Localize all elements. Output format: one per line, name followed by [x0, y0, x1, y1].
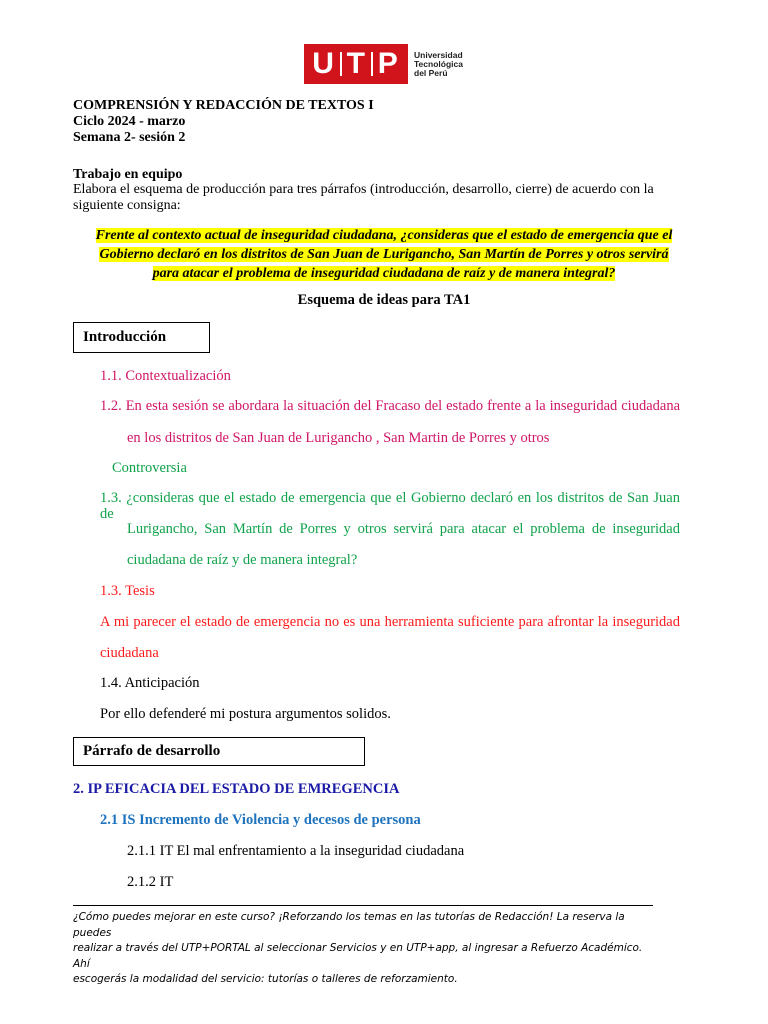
logo-separator — [371, 52, 373, 76]
footer-note — [73, 910, 658, 988]
utp-logo — [304, 44, 463, 84]
logo-letter-p: P — [377, 47, 400, 80]
intro-box-label: Introducción — [83, 329, 167, 345]
scheme-title: Esquema de ideas para TA1 — [297, 292, 471, 308]
logo-letter-u: U — [312, 47, 336, 80]
consigna — [73, 226, 695, 283]
logo-university-name: Universidad Tecnológica del Perú — [414, 49, 463, 78]
consigna-line3: para atacar el problema de inseguridad ciudadana de raíz y de manera integral? — [152, 266, 616, 281]
development-box-label: Párrafo de desarrollo — [83, 743, 221, 759]
task-instructions-line1: Elabora el esquema de producción para tres párrafos (introducción, desarrollo, cierre) de acuerdo con la — [73, 182, 654, 197]
consigna-line1: Frente al contexto actual de inseguridad ciudadana, ¿consideras que el estado de emergencia que el — [95, 228, 673, 243]
course-cycle: Ciclo 2024 - marzo — [73, 114, 186, 129]
development-ip: 2. IP EFICACIA DEL ESTADO DE EMREGENCIA — [73, 781, 400, 797]
intro-box — [73, 322, 210, 353]
intro-anticipacion-text: Por ello defenderé mi postura argumentos solidos. — [100, 706, 391, 722]
utp-logo-mark — [304, 44, 408, 84]
intro-item-1-3-line1: 1.3. ¿consideras que el estado de emergencia que el Gobierno declaró en los distritos de San Juan de — [100, 490, 680, 522]
development-it1: 2.1.1 IT El mal enfrentamiento a la inseguridad ciudadana — [127, 843, 465, 859]
intro-tesis-line2: ciudadana — [100, 645, 159, 661]
intro-tesis-label: 1.3. Tesis — [100, 583, 155, 599]
intro-anticipacion-label: 1.4. Anticipación — [100, 675, 200, 691]
development-is: 2.1 IS Incremento de Violencia y decesos de persona — [100, 812, 421, 828]
task-title: Trabajo en equipo — [73, 167, 183, 182]
logo-letter-t: T — [346, 47, 367, 80]
logo-separator — [340, 52, 342, 76]
intro-item-1-3-line3: ciudadana de raíz y de manera integral? — [127, 552, 358, 568]
course-week: Semana 2- sesión 2 — [73, 130, 186, 145]
development-it2: 2.1.2 IT — [127, 874, 174, 890]
intro-item-1-2-line1: 1.2. En esta sesión se abordara la situación del Fracaso del estado frente a la inseguridad ciudadana — [100, 398, 680, 414]
task-instructions-line2: siguiente consigna: — [73, 198, 181, 213]
footer-line3: escogerás la modalidad del servicio: tutorías o talleres de reforzamiento. — [73, 973, 458, 985]
footer-divider — [73, 905, 653, 906]
intro-item-1-2-line2: en los distritos de San Juan de Lurigancho , San Martin de Porres y otros — [127, 430, 550, 446]
development-box — [73, 737, 365, 766]
consigna-line2: Gobierno declaró en los distritos de San Juan de Lurigancho, San Martín de Porres y otros servirá — [99, 247, 669, 262]
footer-line2: realizar a través del UTP+PORTAL al seleccionar Servicios y en UTP+app, al ingresar a Refuerzo Académico. Ahí — [73, 942, 643, 970]
intro-item-1-1: 1.1. Contextualización — [100, 368, 231, 384]
footer-line1: ¿Cómo puedes mejorar en este curso? ¡Reforzando los temas en las tutorías de Redacción! La reserva la puedes — [73, 911, 625, 939]
intro-tesis-line1: A mi parecer el estado de emergencia no es una herramienta suficiente para afrontar la inseguridad — [100, 614, 680, 630]
intro-item-1-3-line2: Lurigancho, San Martín de Porres y otros servirá para atacar el problema de inseguridad — [127, 521, 680, 537]
course-title: COMPRENSIÓN Y REDACCIÓN DE TEXTOS I — [73, 98, 374, 113]
intro-controversia-label: Controversia — [112, 460, 187, 476]
